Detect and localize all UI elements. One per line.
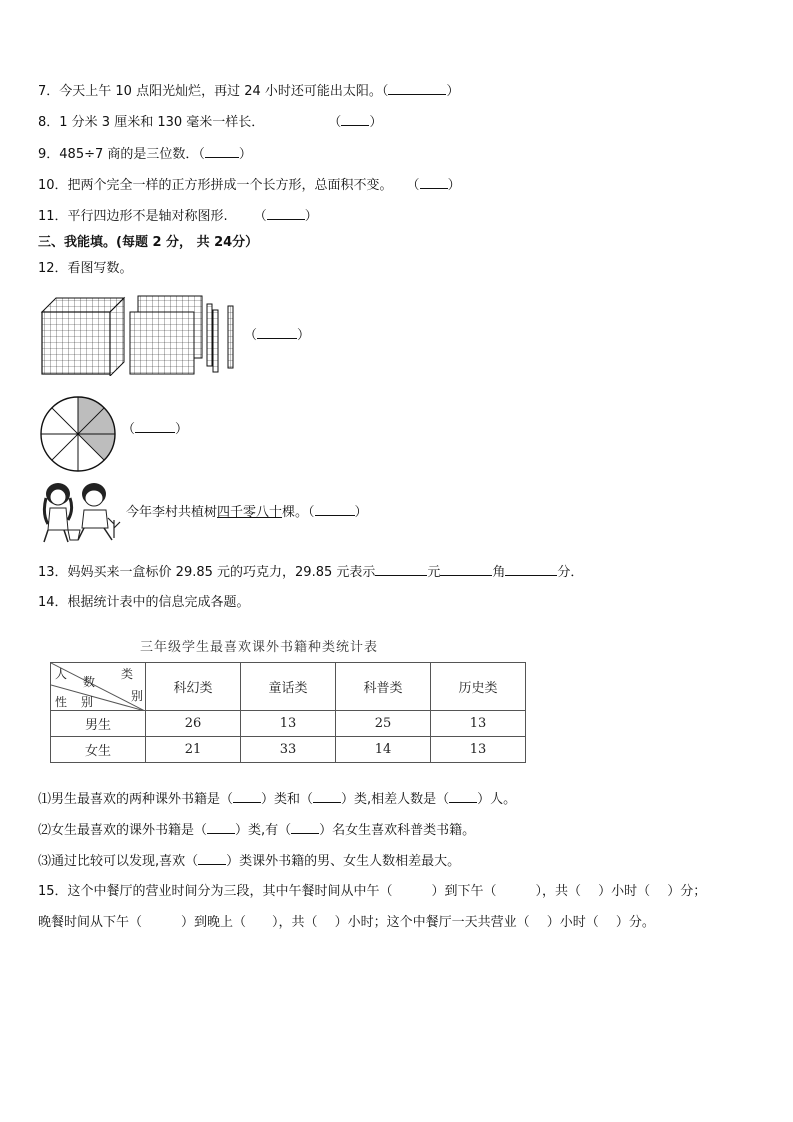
header-cell: 科普类 bbox=[336, 663, 431, 711]
question-12: 12．看图写数。 bbox=[38, 261, 133, 276]
table-cell: 21 bbox=[146, 737, 241, 763]
table-cell: 13 bbox=[431, 711, 526, 737]
answer-blank[interactable] bbox=[205, 145, 239, 158]
table-cell: 13 bbox=[241, 711, 336, 737]
q12b-answer: （ ） bbox=[122, 422, 189, 437]
question-7: 7．今天上午 10 点阳光灿烂，再过 24 小时还可能出太阳。（ ） bbox=[38, 84, 460, 99]
question-14-3: ⑶通过比较可以发现,喜欢（ ）类课外书籍的男、女生人数相差最大。 bbox=[38, 854, 461, 869]
question-14-2: ⑵女生最喜欢的课外书籍是（ ）类,有（ ）名女生喜欢科普类书籍。 bbox=[38, 823, 476, 838]
answer-blank[interactable] bbox=[449, 790, 477, 803]
question-13: 13．妈妈买来一盒标价 29.85 元的巧克力，29.85 元表示 元 角 分． bbox=[38, 565, 584, 580]
q12a-answer: （ ） bbox=[244, 328, 311, 343]
answer-blank[interactable] bbox=[198, 852, 226, 865]
section-heading: 三、我能填。(每题 2 分， 共 24分） bbox=[38, 235, 259, 250]
table-cell: 33 bbox=[241, 737, 336, 763]
answer-blank[interactable] bbox=[313, 790, 341, 803]
answer-blank[interactable] bbox=[315, 503, 355, 516]
ten-rod-icon bbox=[207, 304, 233, 372]
row-label: 男生 bbox=[51, 711, 146, 737]
question-8: 8．1 分米 3 厘米和 130 毫米一样长． （ ） bbox=[38, 115, 383, 130]
hundred-flat-icon bbox=[130, 296, 202, 374]
answer-blank[interactable] bbox=[267, 207, 305, 220]
question-9: 9．485÷7 商的是三位数．（ ） bbox=[38, 147, 252, 162]
table-header-row bbox=[51, 663, 526, 711]
answer-blank[interactable] bbox=[135, 420, 175, 433]
question-14: 14．根据统计表中的信息完成各题。 bbox=[38, 595, 250, 610]
answer-blank[interactable] bbox=[440, 563, 492, 576]
answer-blank[interactable] bbox=[207, 821, 235, 834]
q12c: 今年李村共植树四千零八十棵。（ ） bbox=[126, 505, 368, 520]
fraction-circle-figure bbox=[38, 394, 118, 474]
header-cell: 童话类 bbox=[241, 663, 336, 711]
table-title: 三年级学生最喜欢课外书籍种类统计表 bbox=[140, 640, 379, 655]
question-14-1: ⑴男生最喜欢的两种课外书籍是（ ）类和（ ）类,相差人数是（ ）人。 bbox=[38, 792, 517, 807]
answer-blank[interactable] bbox=[505, 563, 557, 576]
row-label: 女生 bbox=[51, 737, 146, 763]
header-cell: 科幻类 bbox=[146, 663, 241, 711]
table-cell: 13 bbox=[431, 737, 526, 763]
table-cell: 14 bbox=[336, 737, 431, 763]
children-planting-illustration bbox=[38, 480, 124, 544]
base-ten-blocks-figure bbox=[38, 294, 248, 376]
question-10: 10．把两个完全一样的正方形拼成一个长方形，总面积不变。 （ ） bbox=[38, 178, 461, 193]
question-11: 11．平行四边形不是轴对称图形. （ ） bbox=[38, 209, 318, 224]
answer-blank[interactable] bbox=[375, 563, 427, 576]
answer-blank[interactable] bbox=[388, 82, 446, 95]
answer-blank[interactable] bbox=[257, 326, 297, 339]
answer-blank[interactable] bbox=[291, 821, 319, 834]
answer-blank[interactable] bbox=[233, 790, 261, 803]
header-cell: 历史类 bbox=[431, 663, 526, 711]
question-15-line-2: 晚餐时间从下午（ ）到晚上（ ），共（ ）小时；这个中餐厅一天共营业（ ）小时（ ）分。 bbox=[38, 915, 655, 930]
question-15-line-1: 15．这个中餐厅的营业时间分为三段，其中午餐时间从中午（ ）到下午（ ），共（ ）小时（ ）分； bbox=[38, 884, 707, 899]
statistics-table bbox=[50, 662, 526, 763]
answer-blank[interactable] bbox=[420, 176, 448, 189]
thousand-cube-icon bbox=[42, 298, 124, 376]
table-row bbox=[51, 737, 526, 763]
table-row bbox=[51, 711, 526, 737]
table-cell: 26 bbox=[146, 711, 241, 737]
answer-blank[interactable] bbox=[341, 113, 369, 126]
table-corner-cell: 类 别 人 数 性 别 bbox=[51, 663, 146, 711]
table-cell: 25 bbox=[336, 711, 431, 737]
